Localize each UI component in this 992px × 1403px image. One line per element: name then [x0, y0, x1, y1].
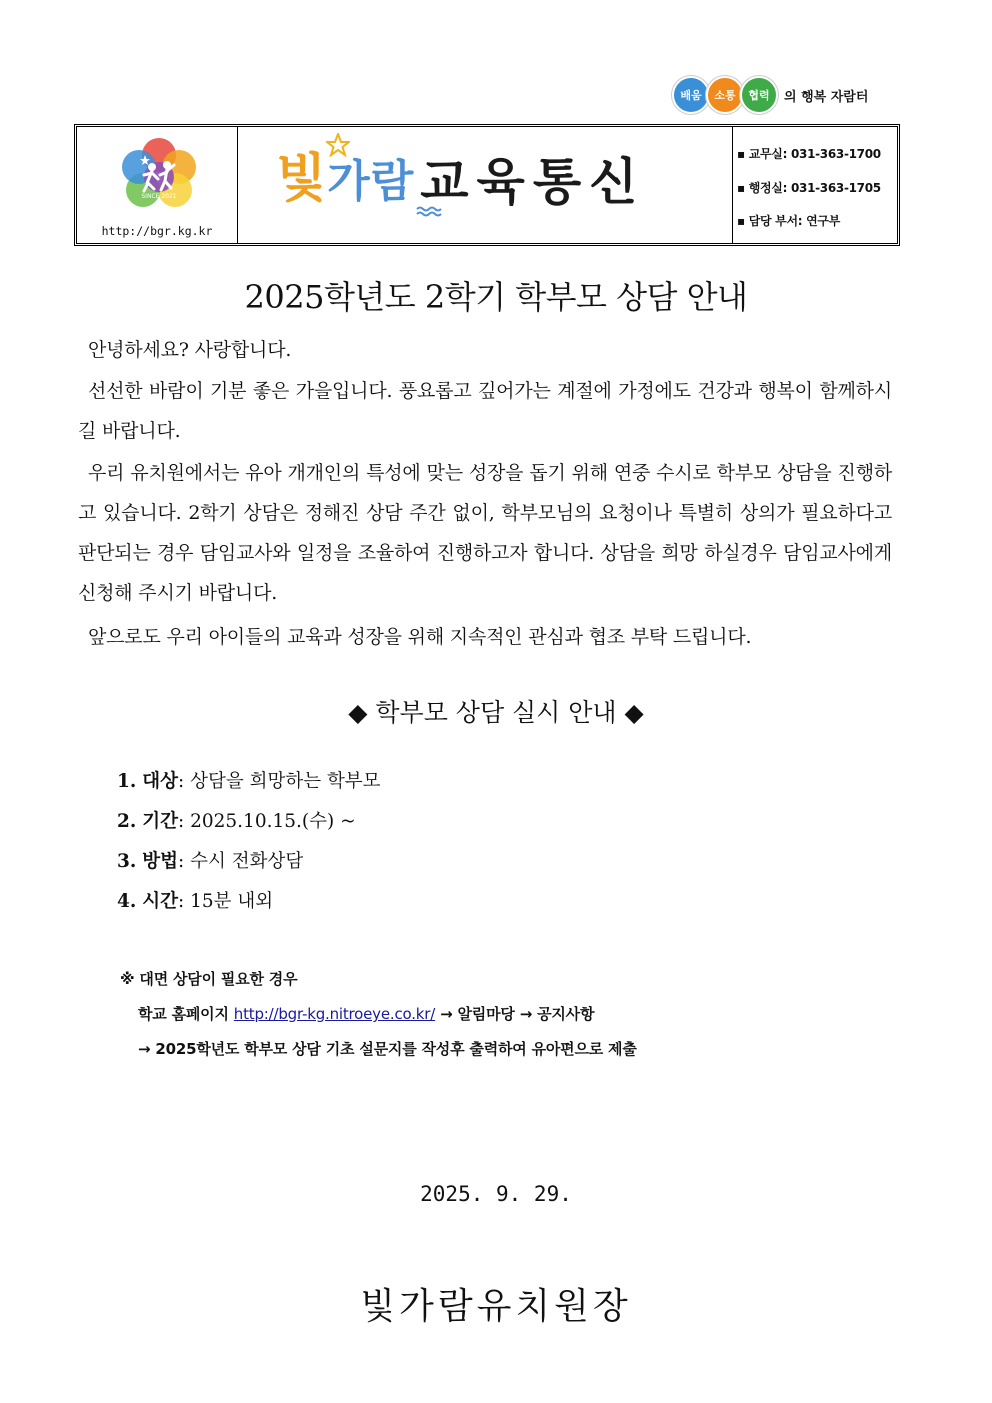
info-item-value: : 2025.10.15.(수) ~	[177, 811, 356, 832]
info-item-value: : 상담을 희망하는 학부모	[177, 771, 381, 792]
info-item-label: 방법	[142, 851, 178, 872]
note-suffix: → 알림마당 → 공지사항	[435, 1005, 595, 1023]
wave-icon	[416, 205, 442, 217]
note-line-survey: → 2025학년도 학부모 상담 기초 설문지를 작성후 출력하여 유아편으로 제출	[138, 1040, 637, 1058]
info-item-label: 대상	[142, 771, 178, 792]
greeting-paragraph: 안녕하세요? 사랑합니다.	[88, 339, 292, 361]
info-item-target	[117, 767, 381, 793]
logo-since-text: SINCE 2021	[141, 193, 177, 200]
homepage-link[interactable]: http://bgr-kg.nitroeye.co.kr/	[233, 1005, 436, 1023]
info-item-number: 2.	[117, 811, 137, 832]
contact-cell	[733, 127, 897, 243]
consultation-paragraph: 우리 유치원에서는 유아 개개인의 특성에 맞는 성장을 돕기 위해 연중 수시로 학부모 상담을 진행하고 있습니다. 2학기 상담은 정해진 상담 주간 없이, 학부모님의 요청이나 특별히 상의가 필요하다고 판단되는 경우 담임교사와 일정을 조율하여 진행하고자 합니다. 상담을 희망 하실경우 담임교사에게 신청해 주시기 바랍니다.	[78, 462, 892, 604]
homepage-url: http://bgr.kg.kr	[101, 224, 213, 238]
info-item-value: : 15분 내외	[177, 891, 274, 912]
school-logo-icon	[117, 135, 201, 219]
document-date: 2025. 9. 29.	[420, 1182, 572, 1206]
slogan-badge-cooperation: 협력	[740, 76, 778, 114]
principal-signature: 빛가람유치원장	[360, 1286, 632, 1327]
info-item-period	[117, 807, 356, 833]
note-prefix: 학교 홈페이지	[138, 1005, 234, 1023]
info-item-time	[117, 887, 273, 913]
logo-cell	[77, 127, 238, 243]
info-item-number: 4.	[117, 891, 137, 912]
note-line-homepage	[138, 1003, 594, 1024]
section-title: ◆ 학부모 상담 실시 안내 ◆	[348, 698, 644, 727]
slogan	[672, 80, 868, 110]
document-title: 2025학년도 2학기 학부모 상담 안내	[244, 278, 748, 316]
star-icon	[326, 133, 350, 157]
contact-admin-office: ▪ 행정실: 031-363-1705	[737, 181, 881, 195]
newsletter-title: 교육통신	[420, 153, 646, 211]
slogan-badge-learning: 배움	[672, 76, 710, 114]
info-item-value: : 수시 전화상담	[177, 851, 304, 872]
slogan-badge-communication: 소통	[706, 76, 744, 114]
contact-department: ▪ 담당 부서: 연구부	[737, 214, 841, 228]
info-item-number: 3.	[117, 851, 137, 872]
info-item-label: 기간	[142, 811, 178, 832]
season-paragraph: 선선한 바람이 기분 좋은 가을입니다. 풍요롭고 깊어가는 계절에 가정에도 건강과 행복이 함께하시길 바랍니다.	[78, 380, 892, 442]
contact-teachers-office: ▪ 교무실: 031-363-1700	[737, 147, 881, 161]
info-item-label: 시간	[142, 891, 178, 912]
slogan-text: 의 행복 자람터	[784, 89, 869, 105]
newsletter-header	[74, 124, 900, 246]
closing-paragraph: 앞으로도 우리 아이들의 교육과 성장을 위해 지속적인 관심과 협조 부탁 드립니다.	[88, 626, 752, 648]
brand-name	[276, 149, 414, 212]
brand-name-first: 빛	[276, 149, 328, 209]
title-cell	[238, 127, 733, 243]
info-item-number: 1.	[117, 771, 137, 792]
note-heading: ※ 대면 상담이 필요한 경우	[120, 970, 298, 988]
brand-name-rest: 가람	[327, 156, 415, 207]
info-item-method	[117, 847, 303, 873]
brand-logo	[276, 149, 645, 212]
